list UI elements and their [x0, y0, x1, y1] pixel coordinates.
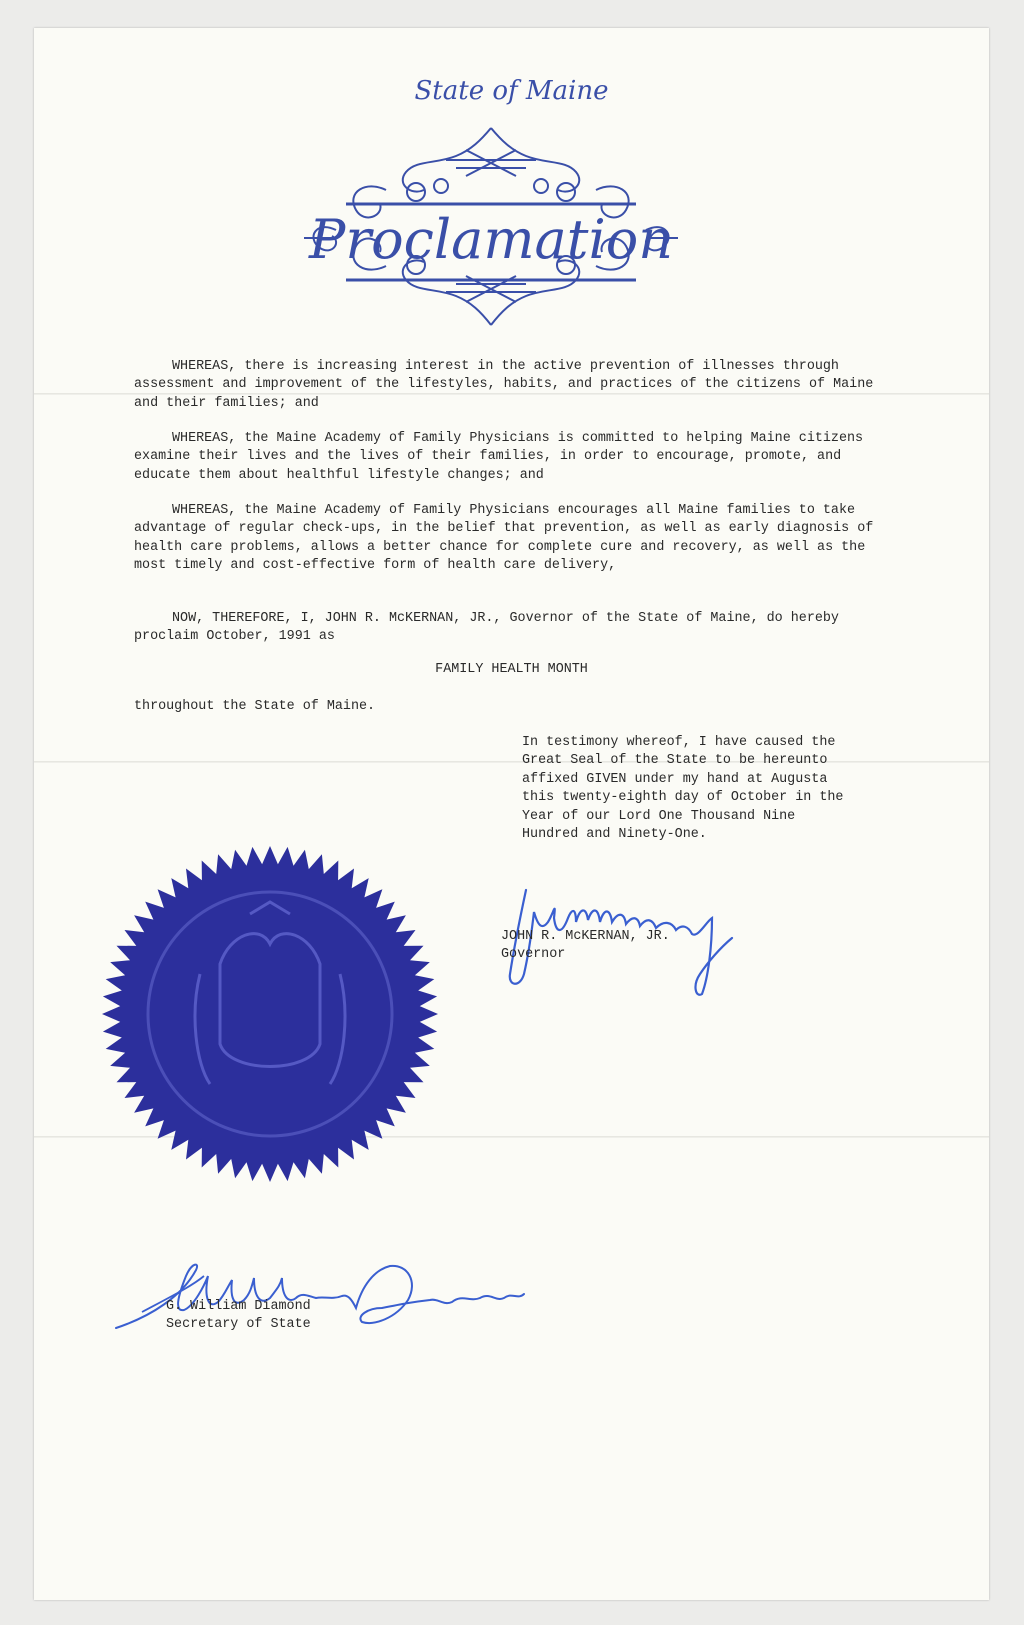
whereas-paragraph-3: WHEREAS, the Maine Academy of Family Physicians encourages all Maine families to take advantage of regular check-ups, in the belief that prevention, as well as early diagnosis of health care problems, allows a better chance for complete cure and recovery, as well as the most timely and cost-effective form of health care delivery,: [134, 503, 874, 574]
proclamation-document: [34, 28, 989, 1600]
closing-line: throughout the State of Maine.: [134, 699, 376, 714]
proclamation-ornament: [296, 120, 686, 335]
secretary-name-block: [166, 1298, 311, 1335]
whereas-paragraph-2: WHEREAS, the Maine Academy of Family Physicians is committed to helping Maine citizens examine their lives and the lives of their families, in order to encourage, promote, and educate them about healthful lifestyle changes; and: [134, 431, 864, 483]
state-heading: State of Maine: [414, 76, 609, 106]
great-seal: [100, 844, 440, 1184]
secretary-title: Secretary of State: [166, 1317, 311, 1333]
secretary-name: G. William Diamond: [166, 1299, 311, 1314]
now-therefore-paragraph: NOW, THEREFORE, I, JOHN R. McKERNAN, JR., Governor of the State of Maine, do hereby proclaim October, 1991 as: [134, 611, 839, 645]
whereas-paragraph-1: WHEREAS, there is increasing interest in the active prevention of illnesses through assessment and improvement of the lifestyles, habits, and practices of the citizens of Maine and their families; and: [134, 359, 874, 411]
governor-name: JOHN R. McKERNAN, JR.: [501, 929, 670, 944]
seal-starburst: [102, 846, 438, 1182]
governor-name-block: [501, 928, 670, 965]
proclaimed-title: FAMILY HEALTH MONTH: [435, 662, 588, 677]
proclamation-title: Proclamation: [308, 208, 674, 271]
governor-title: Governor: [501, 947, 566, 963]
testimony-block: In testimony whereof, I have caused the Great Seal of the State to be hereunto affixed GIVEN under my hand at Augusta this twenty-eighth day of October in the Year of our Lord One Thousand Nine Hundred and Ninety-One.: [522, 735, 844, 843]
